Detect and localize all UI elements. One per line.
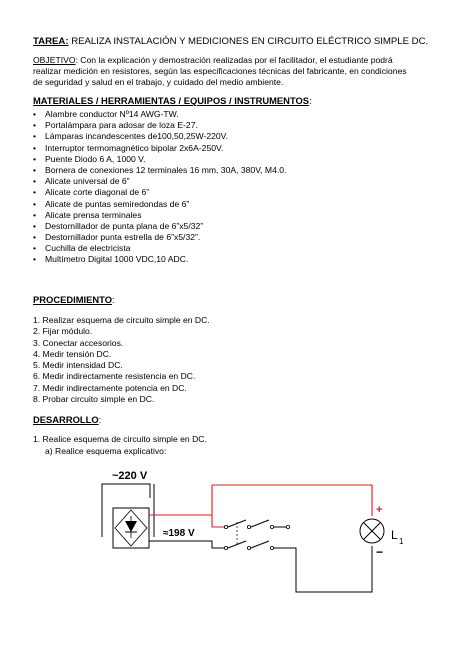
switch-contact <box>270 525 273 528</box>
task-title-text: REALIZA INSTALACIÓN Y MEDICIONES EN CIRCUITO ELÉCTRICO SIMPLE DC. <box>68 36 429 47</box>
materials-heading-text: MATERIALES / HERRAMIENTAS / EQUIPOS / INSTRUMENTOS <box>33 95 310 106</box>
material-text: Alicate prensa terminales <box>45 209 142 220</box>
switch-contact <box>247 546 250 549</box>
list-item: 6. Medir indirectamente resistencia en DC. <box>33 371 196 382</box>
list-item: • Puente Diodo 6 A, 1000 V. <box>33 153 146 164</box>
switch-blade <box>251 541 269 548</box>
material-text: Alicate universal de 6” <box>45 176 130 187</box>
task-title-label: TAREA: <box>33 36 69 47</box>
materials-heading-colon: : <box>309 95 312 106</box>
material-text: Destornillador punta estrella de 6”x5/32”. <box>45 232 201 243</box>
material-text: Cuchilla de electricista <box>45 243 131 254</box>
development-heading-text: DESARROLLO <box>33 414 99 425</box>
list-item: • Destornillador punta estrella de 6”x5/32”. <box>33 232 201 243</box>
list-item: 1. Realizar esquema de circuito simple en DC. <box>33 315 210 325</box>
list-item: 3. Conectar accesorios. <box>33 337 124 348</box>
list-item: • Multímetro Digital 1000 VDC,10 ADC. <box>33 254 189 265</box>
switch-contact <box>270 546 273 549</box>
negative-wire-in <box>149 541 224 548</box>
list-item: 8. Probar circuito simple en DC. <box>33 394 155 405</box>
material-text: Alicate de puntas semiredondas de 6” <box>45 198 190 209</box>
list-item: • Interruptor termomagnético bipolar 2x6A-250V. <box>33 142 224 153</box>
switch-contact <box>286 525 289 528</box>
objective-line-2: realizar medición en resistores, según las especificaciones técnicas del fabricante, en condiciones <box>33 66 407 76</box>
lamp-subscript: 1 <box>399 537 404 546</box>
list-item: • Alicate prensa terminales <box>33 209 142 220</box>
list-item: 2. Fijar módulo. <box>33 326 93 337</box>
list-item: • Alambre conductor Nº14 AWG-TW. <box>33 109 179 119</box>
objective-line-3: de seguridad y salud en el trabajo, y cuidado del medio ambiente. <box>33 77 284 87</box>
ac-voltage-label: ~220 V <box>112 470 148 482</box>
procedure-heading-colon: : <box>112 294 115 305</box>
switch-contact <box>247 525 250 528</box>
list-item: • Alicate corte diagonal de 6” <box>33 187 150 198</box>
material-text: Multímetro Digital 1000 VDC,10 ADC. <box>45 254 189 265</box>
material-text: Puente Diodo 6 A, 1000 V. <box>45 153 146 164</box>
dc-voltage-label: ≈198 V <box>163 528 195 539</box>
negative-wire-out <box>274 546 372 592</box>
list-item: • Alicate universal de 6” <box>33 176 130 187</box>
material-text: Alicate corte diagonal de 6” <box>45 187 150 198</box>
development-step-1a: a) Realice esquema explicativo: <box>45 446 167 456</box>
list-item: • Bornera de conexiones 12 terminales 16 mm, 30A, 380V, M4.0. <box>33 164 287 175</box>
list-item: • Alicate de puntas semiredondas de 6” <box>33 198 190 209</box>
minus-sign: − <box>376 545 384 559</box>
switch-contact <box>224 546 227 549</box>
list-item: • Portalámpara para adosar de loza E-27. <box>33 120 198 131</box>
development-step-1: 1. Realice esquema de circuito simple en DC. <box>33 434 207 444</box>
list-item: 4. Medir tensión DC. <box>33 348 112 359</box>
material-text: Alambre conductor Nº14 AWG-TW. <box>45 109 179 119</box>
list-item: 7. Medir indirectamente potencia en DC. <box>33 382 187 393</box>
objective-label: OBJETIVO <box>33 55 76 65</box>
positive-wire <box>149 485 372 516</box>
positive-switch-lead <box>212 515 224 527</box>
material-text: Bornera de conexiones 12 terminales 16 mm, 30A, 380V, M4.0. <box>45 164 287 175</box>
switch-contact <box>224 525 227 528</box>
list-item: • Destornillador de punta plana de 6”x5/32” <box>33 220 204 231</box>
material-text: Interruptor termomagnético bipolar 2x6A-250V. <box>45 142 224 153</box>
list-item: 5. Medir intensidad DC. <box>33 360 123 371</box>
list-item: • Lámparas incandescentes de100,50,25W-220V. <box>33 131 228 142</box>
procedure-heading-text: PROCEDIMIENTO <box>33 294 113 305</box>
material-text: Destornillador de punta plana de 6”x5/32” <box>45 220 204 231</box>
material-text: Lámparas incandescentes de100,50,25W-220V. <box>45 131 228 142</box>
material-text: Portalámpara para adosar de loza E-27. <box>45 120 198 131</box>
development-heading-colon: : <box>98 414 102 425</box>
plus-sign: + <box>376 504 383 516</box>
switch-blade <box>251 520 269 527</box>
objective-text-1: : Con la explicación y demostración realizadas por el facilitador, el estudiante podrá <box>75 55 393 65</box>
lamp-label: L <box>391 528 398 542</box>
list-item: • Cuchilla de electricista <box>33 243 131 254</box>
ac-wire-left <box>102 484 150 537</box>
